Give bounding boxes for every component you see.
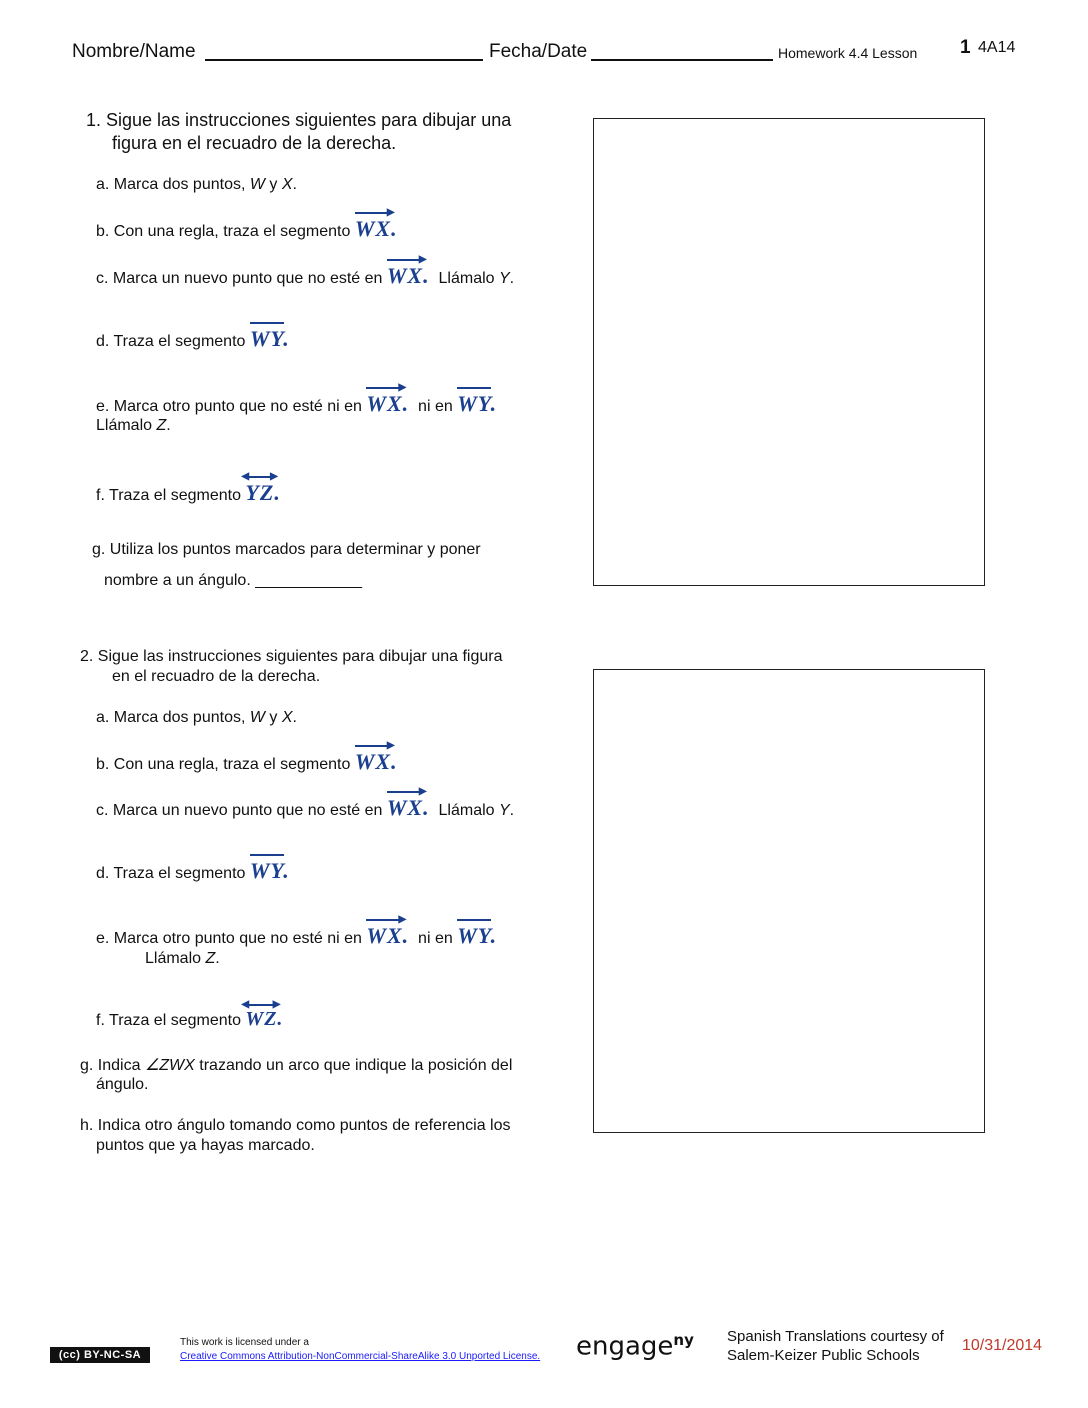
p2-step-g-line1: g. Indica ∠ZWX trazando un arco que indique la posición del [80, 1057, 513, 1074]
name-label: Nombre/Name [72, 41, 196, 62]
p1-step-b: b. Con una regla, traza el segmento ▶ WX . [96, 210, 398, 242]
line-wz-notation: ◀ ▶ WZ . [245, 1002, 283, 1031]
p1-step-e: e. Marca otro punto que no esté ni en ▶ WX . ni en WY . [96, 385, 497, 417]
p2-step-d: d. Traza el segmento WY . [96, 852, 290, 884]
homework-label: Homework 4.4 Lesson [778, 45, 918, 61]
line-yz-notation: ◀ ▶ YZ . [245, 474, 280, 506]
ray-wx-notation: ▶ WX . [355, 210, 398, 242]
p1-intro-line1: 1. Sigue las instrucciones siguientes para dibujar una [86, 110, 512, 130]
credit-line1: Spanish Translations courtesy of [727, 1328, 944, 1345]
module-code: 4A14 [978, 39, 1016, 56]
p1-drawing-box[interactable] [593, 118, 985, 586]
p1-step-g-line1: g. Utiliza los puntos marcados para determinar y poner [92, 541, 481, 558]
date-field[interactable] [591, 41, 773, 66]
p1-step-c: c. Marca un nuevo punto que no esté en ▶ WX . Llámalo Y. [96, 257, 514, 289]
name-field[interactable] [205, 41, 483, 66]
ray-wx-notation: ▶ WX . [366, 917, 409, 949]
p2-step-e-line2: Llámalo Z. [145, 950, 220, 967]
p2-step-f: f. Traza el segmento ◀ ▶ WZ . [96, 1002, 283, 1031]
p1-step-f: f. Traza el segmento ◀ ▶ YZ . [96, 474, 281, 506]
p1-step-g-line2: nombre a un ángulo. ____________ [104, 572, 362, 589]
p2-step-a: a. Marca dos puntos, W y X. [96, 709, 297, 726]
ray-wx-notation: ▶ WX . [355, 743, 398, 775]
p2-drawing-box[interactable] [593, 669, 985, 1133]
p2-step-e: e. Marca otro punto que no esté ni en ▶ WX . ni en WY . [96, 917, 497, 949]
angle-zwx: ∠ZWX [144, 1057, 195, 1074]
cc-license-badge: (cc) BY-NC-SA [50, 1347, 150, 1363]
engageny-logo: engage$^{ny}$ [576, 1331, 694, 1362]
p2-intro-line2: en el recuadro de la derecha. [112, 668, 321, 685]
license-text: This work is licensed under a [180, 1337, 309, 1348]
credit-line2: Salem-Keizer Public Schools [727, 1347, 920, 1364]
p2-step-h-line1: h. Indica otro ángulo tomando como puntos de referencia los [80, 1117, 511, 1134]
p2-step-b: b. Con una regla, traza el segmento ▶ WX . [96, 743, 398, 775]
license-link[interactable]: Creative Commons Attribution-NonCommercial-ShareAlike 3.0 Unported License. [180, 1351, 541, 1362]
p1-intro-line2: figura en el recuadro de la derecha. [112, 133, 397, 153]
footer-date: 10/31/2014 [962, 1337, 1043, 1354]
date-label: Fecha/Date [489, 41, 588, 62]
ray-wx-notation: ▶ WX . [366, 385, 409, 417]
segment-wy-notation: WY . [250, 320, 290, 352]
p2-step-g-line2: ángulo. [96, 1076, 149, 1093]
p1-step-e-line2: Llámalo Z. [96, 417, 171, 434]
ray-wx-notation: ▶ WX . [387, 257, 430, 289]
segment-wy-notation: WY . [457, 385, 497, 417]
p2-step-h-line2: puntos que ya hayas marcado. [96, 1137, 315, 1154]
p1-step-d: d. Traza el segmento WY . [96, 320, 290, 352]
lesson-number: 1 [960, 37, 971, 58]
ray-wx-notation: ▶ WX . [387, 789, 430, 821]
p2-step-c: c. Marca un nuevo punto que no esté en ▶ WX . Llámalo Y. [96, 789, 514, 821]
p1-step-a: a. Marca dos puntos, W y X. [96, 176, 297, 193]
segment-wy-notation: WY . [457, 917, 497, 949]
p2-intro-line1: 2. Sigue las instrucciones siguientes para dibujar una figura [80, 648, 503, 665]
segment-wy-notation: WY . [250, 852, 290, 884]
